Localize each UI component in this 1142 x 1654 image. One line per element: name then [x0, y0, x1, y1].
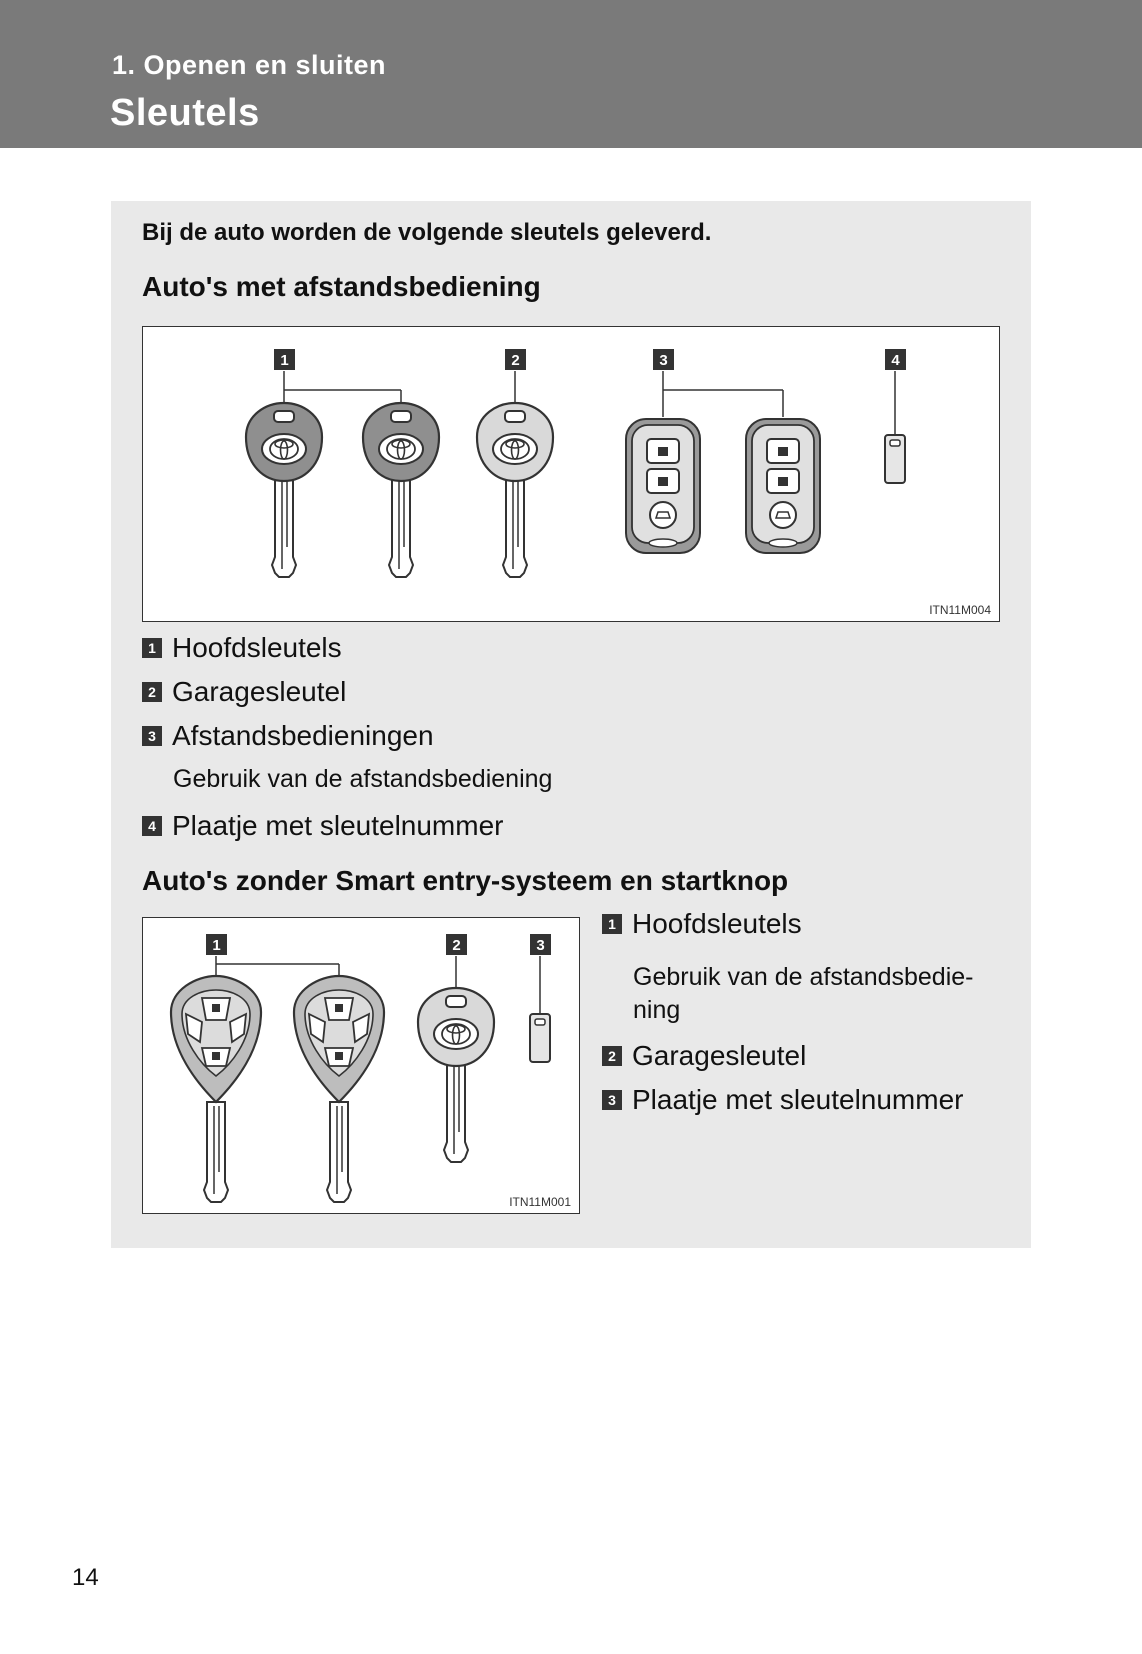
item-number: 2	[142, 682, 162, 702]
remote-fob-illustration	[626, 419, 700, 553]
item-number: 2	[602, 1046, 622, 1066]
figure-code: ITN11M004	[929, 603, 991, 617]
item-sub-reference: Gebruik van de afstandsbediening	[173, 765, 553, 793]
chapter-title: 1. Openen en sluiten	[112, 50, 387, 80]
callout-1	[274, 349, 295, 370]
page-title: Sleutels	[110, 92, 260, 134]
intro-text: Bij de auto worden de volgende sleutels geleverd.	[142, 219, 712, 246]
item-number: 3	[602, 1090, 622, 1110]
item-label: Garagesleutel	[632, 1040, 807, 1071]
section1-heading: Auto's met afstandsbediening	[142, 271, 541, 302]
remote-fob-illustration	[746, 419, 820, 553]
item-label: Plaatje met sleutelnummer	[632, 1084, 964, 1115]
item-label: Hoofdsleutels	[632, 908, 802, 939]
item-number: 3	[142, 726, 162, 746]
svg-text:1: 1	[280, 352, 289, 369]
section2-heading: Auto's zonder Smart entry-systeem en startknop	[142, 865, 789, 896]
key-number-plate-illustration	[530, 1014, 550, 1062]
item-number: 1	[602, 914, 622, 934]
item-number: 1	[142, 638, 162, 658]
list-item	[142, 632, 342, 664]
item-label: Hoofdsleutels	[172, 632, 342, 663]
key-number-plate-illustration	[885, 435, 905, 483]
item-sub-reference-continued: ning	[633, 996, 681, 1024]
svg-text:3: 3	[536, 937, 545, 954]
remote-master-key-illustration	[171, 976, 261, 1202]
list-item	[142, 720, 434, 752]
list-item	[602, 908, 802, 940]
figure-code: ITN11M001	[509, 1195, 571, 1209]
keys-illustration-2	[143, 918, 578, 1212]
svg-text:1: 1	[212, 937, 221, 954]
callout-3	[530, 934, 551, 955]
figure-remote-keys	[142, 326, 1000, 622]
svg-text:2: 2	[452, 937, 461, 954]
callout-1	[206, 934, 227, 955]
page-number: 14	[72, 1564, 99, 1591]
callout-2	[505, 349, 526, 370]
callout-3	[653, 349, 674, 370]
list-item	[602, 1084, 963, 1116]
item-label: Plaatje met sleutelnummer	[172, 810, 504, 841]
item-sub-reference: Gebruik van de afstandsbedie-	[633, 963, 974, 991]
callout-4	[885, 349, 906, 370]
keys-illustration	[143, 327, 998, 620]
svg-text:4: 4	[891, 352, 900, 369]
figure-keys-no-smart-entry	[142, 917, 580, 1214]
svg-text:2: 2	[511, 352, 520, 369]
callout-2	[446, 934, 467, 955]
item-number: 4	[142, 816, 162, 836]
master-key-illustration	[246, 403, 322, 577]
header-bar	[0, 0, 1142, 148]
list-item	[602, 1040, 806, 1072]
item-label: Afstandsbedieningen	[172, 720, 434, 751]
list-item	[142, 676, 346, 708]
master-key-illustration	[363, 403, 439, 577]
list-item	[142, 810, 503, 842]
valet-key-illustration	[418, 988, 494, 1162]
valet-key-illustration	[477, 403, 553, 577]
remote-master-key-illustration	[294, 976, 384, 1202]
item-label: Garagesleutel	[172, 676, 347, 707]
svg-text:3: 3	[659, 352, 668, 369]
